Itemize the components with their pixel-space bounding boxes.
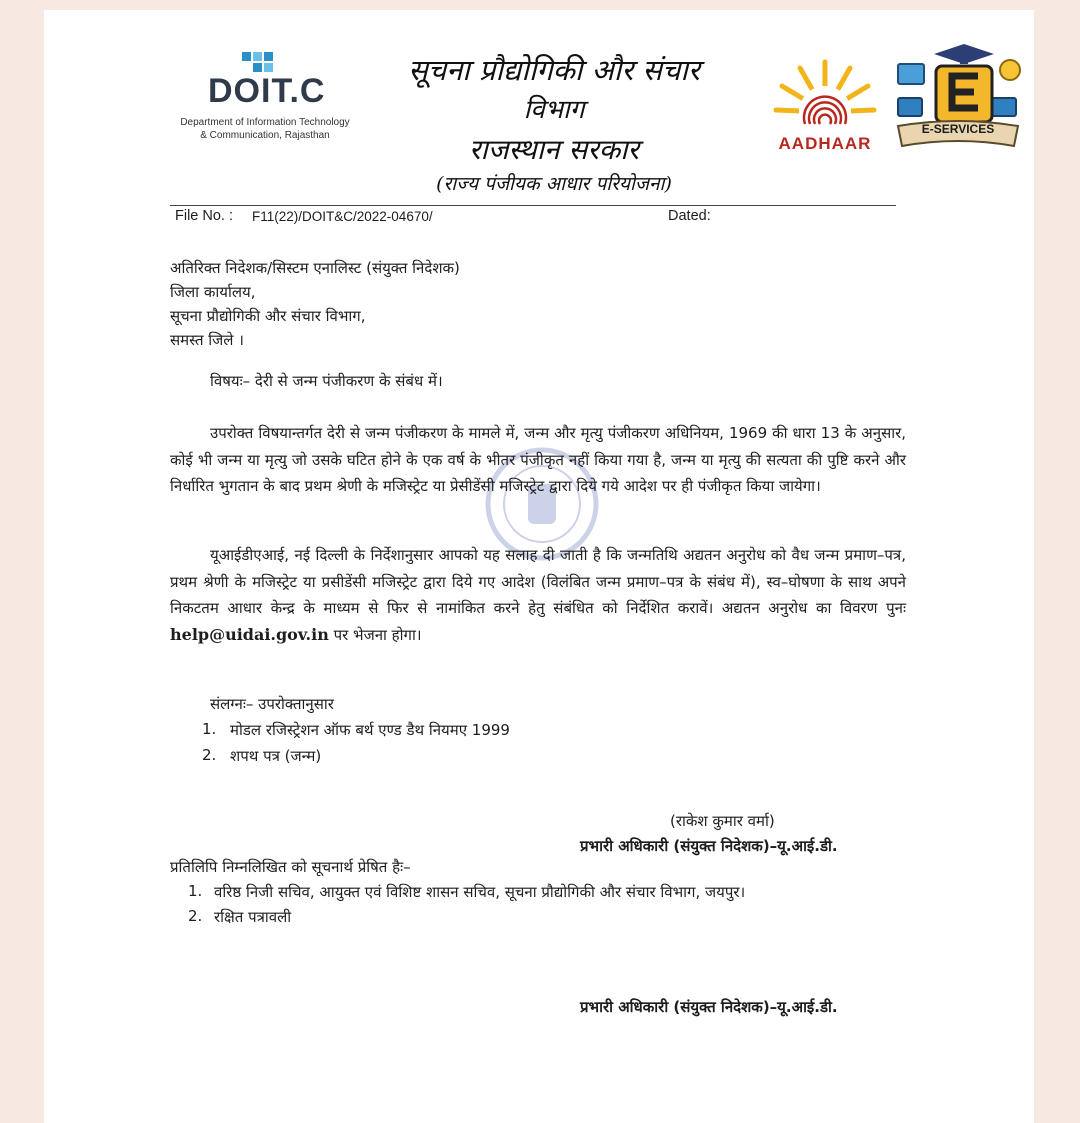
doit-logo-subtitle: Department of Information Technology & Communication, Rajasthan [180, 117, 350, 141]
file-number: F11(22)/DOIT&C/2022-04670/ [252, 209, 433, 224]
helpdesk-email: help@uidai.gov.in [170, 624, 329, 644]
doit-dots-icon [240, 50, 300, 74]
enclosure-item-text: मोडल रजिस्ट्रेशन ऑफ बर्थ एण्ड डैथ नियमए 1999 [230, 721, 510, 739]
eservices-logo [892, 42, 1024, 160]
paragraph-tail: पर भेजना होगा। [333, 625, 422, 644]
enclosure-item-text: शपथ पत्र (जन्म) [230, 747, 322, 765]
paragraph-delayed-registration: उपरोक्त विषयान्तर्गत देरी से जन्म पंजीकरण के मामले में, जन्म और मृत्यु पंजीकरण अधिनियम, 1969 की धारा 13 के अनुसार, कोई भी जन्म या मृत्यु जो उसके घटित होने के एक वर्ष के भीतर पंजीकृत नहीं किया गया है, जन्म या मृत्यु की सत्यता की पुष्टि करने और निर्धारित भुगतान के बाद प्रथम श्रेणी के मजिस्ट्रेट या प्रेसीडेंसी मजिस्ट्रेट द्वारा दिये गये आदेश पर ही पंजीकृत किया जायेगा। [170, 424, 906, 495]
eservices-label: E-SERVICES [921, 122, 995, 136]
enclosure-label: संलग्नः– उपरोक्तानुसार [210, 695, 334, 713]
government-title: राजस्थान सरकार [469, 133, 639, 166]
aadhaar-label: AADHAAR [778, 134, 872, 153]
paragraph-uidai-instructions [170, 542, 906, 648]
enclosure-item-number: 1. [202, 720, 217, 738]
copy-item-number: 1. [188, 882, 203, 900]
eservices-graphic-icon [892, 42, 1024, 160]
signatory-designation: प्रभारी अधिकारी (संयुक्त निदेशक)–यू.आई.डी. [580, 837, 838, 855]
addressee-line: जिला कार्यालय, [170, 283, 256, 301]
header-divider [170, 205, 896, 206]
department-title: सूचना प्रौद्योगिकी और संचार [408, 53, 700, 87]
addressee-line: समस्त जिले । [170, 331, 244, 349]
subject-line: विषयः– देरी से जन्म पंजीकरण के संबंध में। [210, 372, 443, 390]
copy-item-text: वरिष्ठ निजी सचिव, आयुक्त एवं विशिष्ट शासन सचिव, सूचना प्रौद्योगिकी और संचार विभाग, जयपुर। [214, 883, 746, 901]
paragraph-text: यूआईडीएआई, नई दिल्ली के निर्देशानुसार आपको यह सलाह दी जाती है कि जन्मतिथि अद्यतन अनुरोध को वैध जन्म प्रमाण–पत्र, प्रथम श्रेणी के मजिस्ट्रेट या प्रसीडेंसी मजिस्ट्रेट द्वारा दिये गए आदेश (विलंबित जन्म प्रमाण–पत्र के संबंध में), स्व–घोषणा के साथ अपने निकटतम आधार केन्द्र के माध्यम से फिर से नामांकित करने हेतु संबंधित को निर्देशित करावें। अद्यतन अनुरोध का विवरण पुनः [170, 546, 906, 617]
addressee-line: अतिरिक्त निदेशक/सिस्टम एनालिस्ट (संयुक्त निदेशक) [170, 259, 460, 277]
copy-to-label: प्रतिलिपि निम्नलिखित को सूचनार्थ प्रेषित हैः– [170, 858, 411, 876]
copy-item-text: रक्षित पत्रावली [214, 908, 292, 926]
aadhaar-logo [770, 54, 880, 154]
department-title-line2: विभाग [523, 95, 585, 125]
signatory-name: (राकेश कुमार वर्मा) [670, 812, 775, 830]
dated-label: Dated: [668, 208, 711, 224]
footer-designation: प्रभारी अधिकारी (संयुक्त निदेशक)–यू.आई.डी. [580, 998, 838, 1016]
project-title: (राज्य पंजीयक आधार परियोजना) [436, 173, 672, 195]
file-number-label: File No. : [175, 208, 234, 224]
doit-logo-text: DOIT.C [208, 72, 326, 110]
doit-logo [180, 46, 350, 156]
addressee-line: सूचना प्रौद्योगिकी और संचार विभाग, [170, 307, 366, 325]
aadhaar-sun-icon [770, 54, 880, 134]
copy-item-number: 2. [188, 907, 203, 925]
enclosure-item-number: 2. [202, 746, 217, 764]
document-page [44, 10, 1034, 1123]
